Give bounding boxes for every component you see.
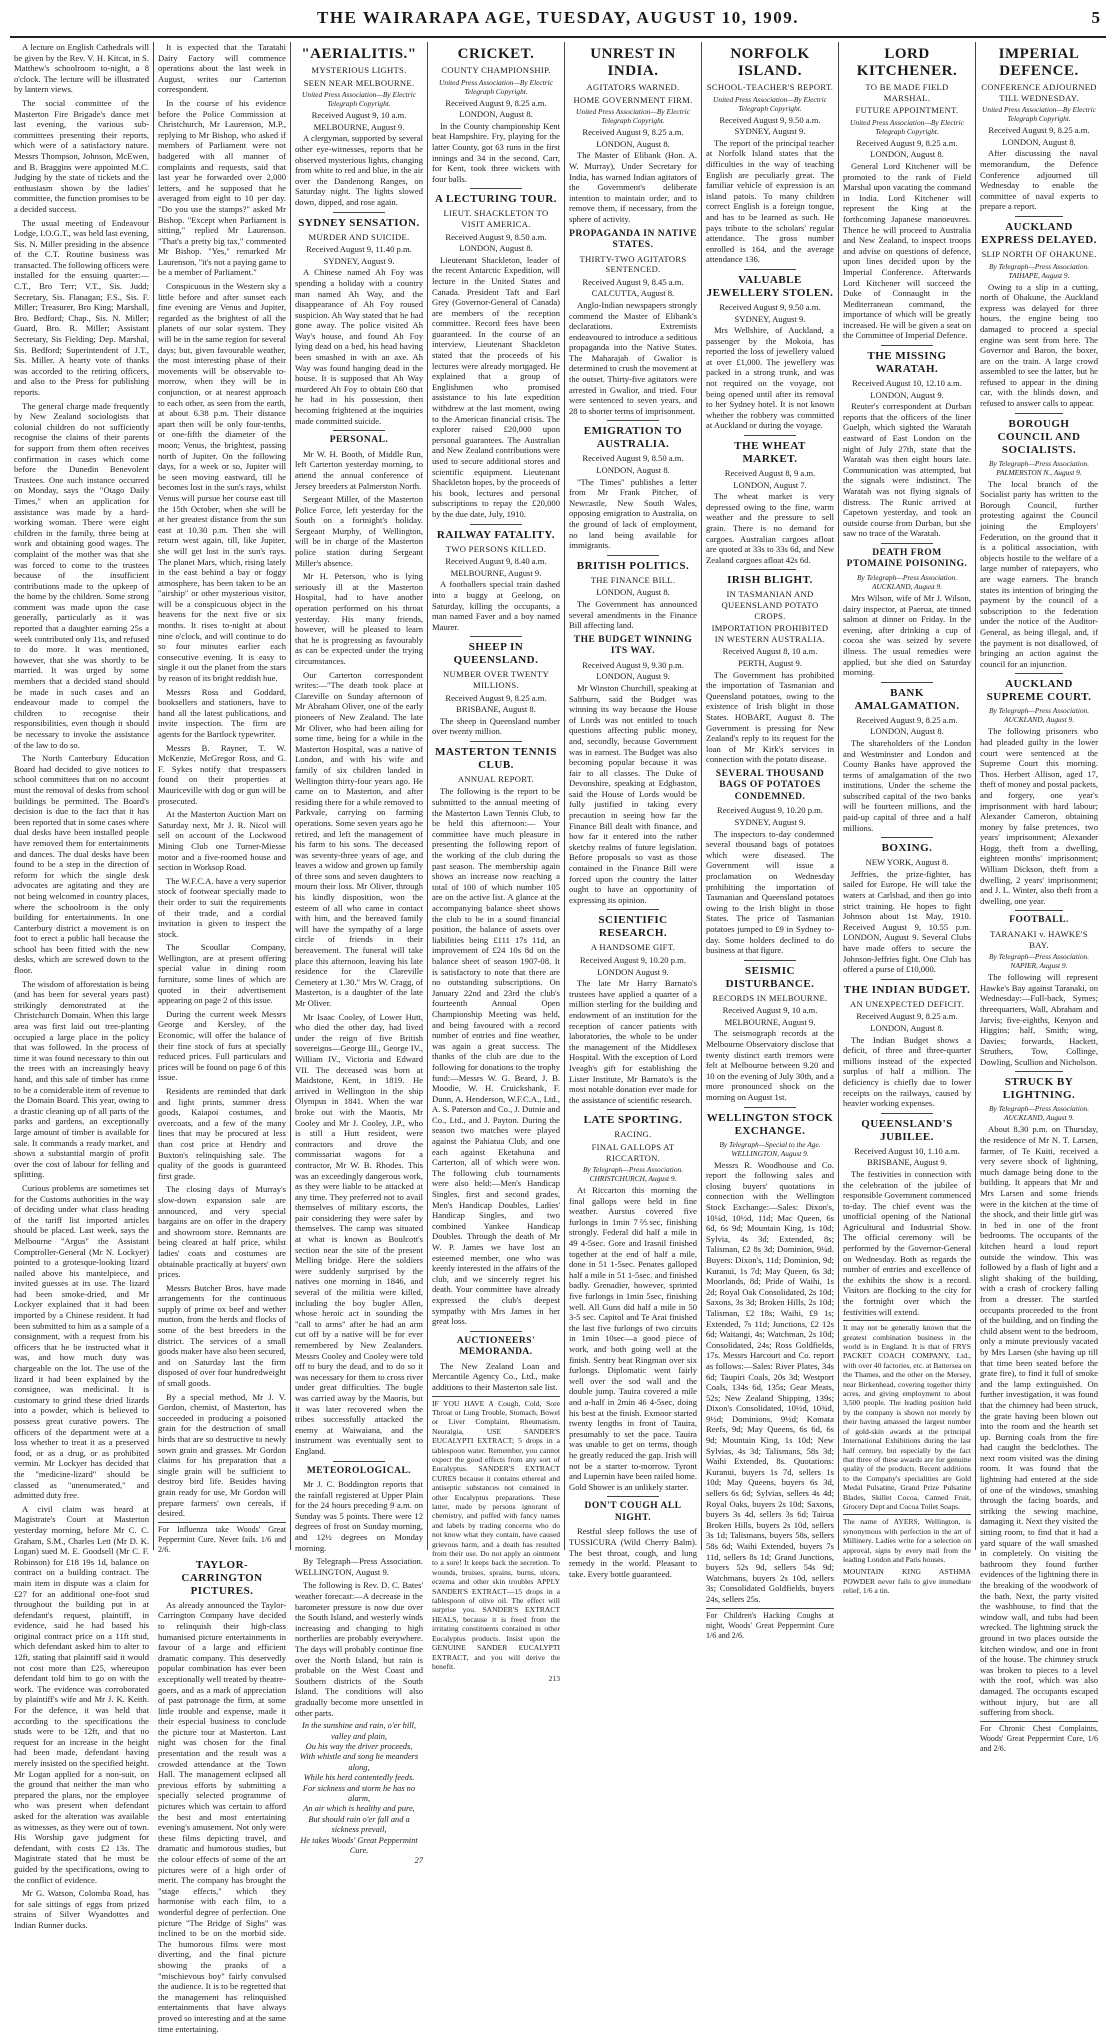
headline: THE BUDGET WINNING ITS WAY. xyxy=(573,634,693,657)
divider xyxy=(470,741,521,742)
paragraph: Messrs Ross and Goddard, booksellers and stationers, have to hand all the latest publications, and invite inspection. The firm are agents for the Bartlock typewriter. xyxy=(158,686,286,739)
subheadline: A HANDSOME GIFT. xyxy=(590,942,676,953)
advertisement: IF YOU HAVE A Cough, Cold, Sore Throat or Lung Trouble, Stomach, Bowel or Liver Complaint, Rheumatism, Neuralgia, USE SANDER'S EUCALYPTI EXTRACT; 5 drops in a tablespoon water. Remember, you cannot expect the good effects from any sort of Eucalyptus. SANDER'S EXTRACT CURES because it contains ethereal and antiseptic substances not contained in other Eucalyptus preparations. These latter, made by persons ignorant of chemistry, and puffed with fancy names and labels by trading concerns who do not know what they contain, have caused grievous harm, and a death has resulted from their use. Do not apply an ointment to a sore! It keeps back the secretion. To wounds, bruises, sprains, burns, ulcers, eczema and other skin troubles APPLY SANDER'S EXTRACT—15 drops in a tablespoon of olive oil. The effect will surprise you. SANDER'S EXTRACT HEALS, because it is freed from the irritating constituents contained in other Eucalyptus products. Insist upon the GENUINE SANDER EUCALYPTI EXTRACT, and you will derive the benefit. xyxy=(432,1396,560,1672)
paragraph: Conspicuous in the Western sky a little before and after sunset each fine evening are Venus and Jupiter, regarded as the brightest of all the planets of our solar system. They will be in the same region for several days; but, given favourable weather, the most interesting phase of their movements will be observable to-morrow, when they will be in conjunction, or at nearest approach to each other, as seen from the earth, at about 6.38 p.m. Their distance apart then will be only four-tenths, or one-fifth the diameter of the moon; Venus, the brightest, passing north of Jupiter. On the following days, for a week or so, Jupiter will be seen moving eastward, till he becomes lost in the sun's rays, whilst Venus will pursue her course east till the 15th October, when she will be at her greatest distance from the sun east at 10.30 p.m. Then she will return west again, till, like Jupiter, she will get lost in the sun's rays. The planet Mars, which, rising lately in the east behind a bay or foggy atmosphere, has been taken to be an "airship" or other mysterious visitor, will be a conspicuous object in the heavens for the next five or six months. It rises to-night at about nine o'clock, and will continue to do so four minutes earlier each consecutive evening. It is easy to single it out the planet from the stars by reason of its bright reddish hue. xyxy=(158,281,286,684)
subheadline: MURDER AND SUICIDE. xyxy=(308,231,410,242)
divider xyxy=(333,212,384,213)
dateline: NEW YORK, August 8. xyxy=(865,857,949,868)
received-line: Received August 9, 8.25 a.m. xyxy=(988,125,1090,136)
credit-line: United Press Association—By Electric Telegraph Copyright. xyxy=(439,77,553,96)
article-body: The Master of Elibank (Hon. A. W. Murray), Under Secretary for India, has warned Indian agitators of the Government's deliberate intention to maintain order, and to remove them, if necessary, from the sphere of activity. xyxy=(569,150,697,224)
article-body: The late Mr Harry Barnato's trustees have applied a quarter of a million sterling for the building and endowment of an institution for the reception of cancer patients with laboratories, the whole to be under the management of the Middlesex Hospital. With the exception of Lord Iveagh's gift for establishing the Lister Institute, Mr Barnato's is the most notable donation ever made for the assistance of scientific research. xyxy=(569,978,697,1105)
received-line: Received August 9, 8.45 a.m. xyxy=(582,276,684,287)
column-1 xyxy=(10,42,153,1930)
paragraph: By Telegraph—Press Association. WELLINGTON, August 9. xyxy=(295,1556,423,1577)
subheadline: SLIP NORTH OF OHAKUNE. xyxy=(981,248,1097,259)
received-line: Received August 9, 10 a.m. xyxy=(311,110,407,121)
divider xyxy=(1015,413,1062,414)
subheadline: COUNTY CHAMPIONSHIP. xyxy=(441,65,551,75)
headline: A LECTURING TOUR. xyxy=(434,193,558,206)
ad-number: 213 xyxy=(548,1674,560,1684)
article-body: About 8.30 p.m. on Thursday, the residence of Mr N. T. Larsen, farmer, of Te Kuiti, received a very severe shock of lightning, much damage being done to the building. It appears that Mr and Mrs Larsen and some friends were in the kitchen at the time of the shock, and their little girl was in bed in one of the front bedrooms. The occupants of the kitchen heard a loud report outside the window. This was followed by a flash of light and a slight shaking of the building, with a crash of crockery falling from a dresser. The startled occupants proceeded to the front of the building, and on finding the child absent went to the bedroom, only a minute previously vacated by Mrs Larsen (she having up till that time been seated before the grate fire), to find it full of smoke and the lamp extinguished. On further investigation, it was found that the chimney had been struck, the grate having been blown out into the room and the hearth set up. Burning coals from the fire had caught the bedclothes. The next room visited was the dining room. It was found that the lightning had entered at the side of one of the windows, smashing through the facing boards, and striking the sewing machine, damaging it. Next they visited the sitting room, to find that it had a yard square of the wall smashed in completely. On visiting the bathroom they found further evidences of the lightning there in the breaking of the woodwork of the bath. Next, the party visited the washhouse, to find that the window wall, and tubs had been wrecked. The lightning struck the ground in two places outside the kitchen window, and one in front of the house. The chimney struck was broken to pieces to a level with the roof, which was also damaged. The occupants escaped without injury, but are all suffering from shock. xyxy=(980,1124,1098,1718)
received-line: Received August 9, 8.25 a.m. xyxy=(445,97,547,108)
dateline: LONDON, August 8. xyxy=(870,149,944,160)
divider xyxy=(744,435,795,436)
received-line: Received August 9, 8.40 a.m. xyxy=(445,556,547,567)
divider xyxy=(1015,1071,1062,1072)
paragraph: Sergeant Miller, of the Masterton Police Force, left yesterday for the South on a fortnight's holiday. Sergeant Murphy, of Wellington, will be in charge of the Masterton police station during Sergeant Miller's absence. xyxy=(295,494,423,568)
headline: CRICKET. xyxy=(457,46,535,62)
dateline: MELBOURNE, August 9. xyxy=(724,1016,816,1027)
headline: METEOROLOGICAL. xyxy=(306,1465,412,1476)
headline: LORD KITCHENER. xyxy=(856,46,958,79)
headline: SYDNEY SENSATION. xyxy=(298,216,420,229)
subheadline: THE FINANCE BILL. xyxy=(590,574,676,585)
verse-line: For sickness and storm he has no alarm, xyxy=(302,1783,416,1803)
headline: SEVERAL THOUSAND BAGS OF POTATOES CONDEMNED. xyxy=(715,768,825,802)
subheadline: FUTURE APPOINTMENT. xyxy=(855,105,959,116)
paragraph: Mr H. Peterson, who is lying seriously ill at the Masterton Hospital, had to have another operation performed on his throat yesterday. His many friends, however, will be pleased to learn that he is progressing as favourably as can be expected under the trying circumstances. xyxy=(295,571,423,666)
headline: FOOTBALL. xyxy=(1009,915,1069,926)
credit-line: By Telegraph—Press Association. AUCKLAND, August 9. xyxy=(988,1104,1090,1123)
received-line: Received August 9, 9.30 p.m. xyxy=(582,659,684,670)
column-8 xyxy=(975,42,1102,1753)
dateline: LONDON, August 8. xyxy=(459,243,533,254)
advertisement: MOUNTAIN KING ASTHMA POWDER never fails to give immediate relief, 1/6 a tin. xyxy=(843,1567,971,1596)
paragraph: Curious problems are sometimes set for the Customs authorities in the way of deciding under what class heading of the tariff list imported articles should be placed. Last week, says the Melbourne "Argus" the Assistant Comptroller-General (Mr N. Lockyer) pointed to a grotesque-looking lizard nailed above his mantelpiece, and invited guesses at its use. The lizard had been smoke-dried, and Mr Lockyer explained that it had been imported by a Chinese resident. It had been submitted to him as a sample of a consignment, with a request from his officers that he be instructed what it was, and how much duty was chargeable on the lot. The use of the lizard it had been explained by the consignee, was medicinal. It is customary to grind these dried lizards into a powder, which is believed to possess great curative powers. The officers of the department were at a loss whether to treat it as a preserved food, or as a drug, or as prohibited vermin. Mr Lockyer has decided that the "medicine-lizard" should be classed as "unenumerated," and admitted duty free. xyxy=(14,1182,149,1501)
divider xyxy=(744,269,795,270)
headline: DEATH FROM PTOMAINE POISONING. xyxy=(846,547,968,570)
paragraph: The North Canterbury Education Board had decided to give notices to school committees that on no account must the removal of desks from school buildings be permitted. The Board's decision is due to the fact that it has been reported that in some cases where dual desks have been installed people have removed them for entertainments and dances. The dual desks have been found to be a step in the direction of reform for which the single desk advocates are agitating and they are not being welcomed in country places, where the schoolroom is the only building for entertainments. In one Canterbury district a movement is on foot to erect a public hall because the school has been fitted with the new desks, which are screwed down to the floor. xyxy=(14,753,149,976)
verse-line: In the sunshine and rain, o'er hill, valley and plain, xyxy=(302,1721,416,1741)
column-6 xyxy=(701,42,838,1640)
credit-line: United Press Association—By Electric Telegraph Copyright. xyxy=(302,90,416,109)
headline: IRISH BLIGHT. xyxy=(727,574,813,587)
advertisement: For Influenza take Woods' Great Peppermint Cure. Never fails. 1/6 and 2/6. xyxy=(158,1522,286,1555)
paragraph: Messrs Butcher Bros. have made arrangements for the continuous supply of prime ox beef and wether mutton, from the herds and flocks of some of the best breeders in the district. The services of a small goods maker have also been secured, and on Saturday last the firm disposed of over four hundredweight of small goods. xyxy=(158,1282,286,1389)
article-body: A Chinese named Ah Foy was spending a holiday with a country man named Ah Way, and the disappearance of Ah Foy roused suspicion. Ah Way stated that he had gone away. The police visited Ah Way's house, and found Ah Foy lying dead on a bed, his head having been smashed in with an axe. Ah Way was found hanging dead in the house. It is supposed that Ah Way murdered Ah Foy to obtain £60 that he had in his possession, then becoming frightened at the inquiries made committed suicide. xyxy=(295,267,423,426)
dateline: LONDON, August 9. xyxy=(870,389,944,400)
headline: MASTERTON TENNIS CLUB. xyxy=(435,745,557,771)
subheadline: IN TASMANIAN AND QUEENSLAND POTATO CROPS. xyxy=(721,589,819,621)
headline: BOROUGH COUNCIL AND SOCIALISTS. xyxy=(997,417,1081,456)
article-body: The inspectors to-day condemned several thousand bags of potatoes which were diseased. The Government will issue a proclamation on Wednesday prohibiting the importation of Tasmanian and Queensland potatoes owing to the Irish blight in those States. The price of Tasmanian potatoes jumped to £9 in Sydney to-day. Some holders declined to do business at that figure. xyxy=(706,828,834,956)
dateline: BRISBANE, August 8. xyxy=(456,704,536,715)
headline: QUEENSLAND'S JUBILEE. xyxy=(861,1117,953,1143)
subheadline: RACING. xyxy=(614,1129,652,1140)
article-body: The Indian Budget shows a deficit, of three and three-quarter millions instead of the expected surplus of half a million. The deficiency is chiefly due to lower receipts on the railways, caused by heavier working expenses. xyxy=(843,1034,971,1109)
subheadline: SCHOOL-TEACHER'S REPORT. xyxy=(706,82,834,92)
paragraph: Residents are reminded that dark and light prints, summer dress goods, Kaiapoi costumes, and overcoats, and a few of the many lines that may be procured at less than cost price at Hendry and Buxton's relinquishing sale. The quality of the goods is guaranteed first grade. xyxy=(158,1086,286,1181)
paragraph: During the current week Messrs George and Kersley, of the Economic, will offer the balance of their fine stock of furs at specially reduced prices. Full particulars and prices will be found on page 6 of this issue. xyxy=(158,1008,286,1083)
headline: BANK AMALGAMATION. xyxy=(854,686,960,712)
headline: TAYLOR-CARRINGTON PICTURES. xyxy=(181,1558,263,1597)
verse-line: An air which is healthy and pure, xyxy=(303,1804,415,1814)
received-line: Received August 8, 9 a.m. xyxy=(724,468,816,479)
dateline: LONDON, August 9. xyxy=(596,671,670,682)
article-body: The local branch of the Socialist party has written to the Borough Council, further protesting against the Council joining the Employers' Federation, on the ground that it is a political association, with objects hostile to the welfare of a large number of ratepayers, who are wage earners. The branch states its intention of bringing the payment by the council of a subscription to the federation under the notice of the Auditor-General, as being illegal, and, if the payment is not disallowed, of bringing an action against the council for an injunction. xyxy=(980,478,1098,669)
received-line: Received August 9, 8.25 a.m. xyxy=(582,127,684,138)
subheadline: CONFERENCE ADJOURNED TILL WEDNESDAY. xyxy=(981,82,1097,103)
received-line: Received August 9, 8.50 a.m. xyxy=(582,453,684,464)
paragraph: As already announced the Taylor-Carrington Company have decided to relinquish their high-class humanised picture entertainments in favour of a large and efficient dramatic company. This deservedly popular combination has ever been exceptionally well treated by theatre-goers, and as a mark of appreciation of past patronage the firm, at some little trouble and expense, made it their especial business to conclude the picture tour at Masterton. Last night was chosen for the final presentation and the result was a crowded attendance at the Town Hall. The management eclipsed all previous efforts by submitting a specially selected programme of pictures which was certain to afford the best and most entertaining evening's amusement. Not only were these films depicting travel, and dramatic and humorous studies, but the colour effects of some of the art pictures were of a high order of merit. The company has brought the "stage effects," which they harmonise with each film, to a wonderful degree of perfection. One picture "The Bridge of Sighs" was inclined to be on the morbid side. The humorous films were most diverting, and the final picture showing the pranks of a "mischievous boy" fairly convulsed the audience. It is to be regretted that the management has relinquished entertainments that have always proved so interesting and at the same time entertaining. xyxy=(158,1599,286,2034)
dateline: SYDNEY, August 9. xyxy=(734,816,806,827)
verse-line: He takes Woods' Great Peppermint Cure. xyxy=(300,1835,418,1855)
credit-line: United Press Association—By Electric Telegraph Copyright. xyxy=(713,94,827,113)
paragraph: The closing days of Murray's slow-down expansion sale are announced, and very special bargains are on offer in the drapery and showroom store. Remnants are being cleared at half price, whilst ladies' coats and costumes are obtainable practically at buyers' own prices. xyxy=(158,1184,286,1280)
paragraph: Mr J. C. Boddington reports that the rainfall registered at Upper Plain for the 24 hours preceding 9 a.m. on Sunday was 5 points. There were 12 degrees of frost on Sunday morning, and 12½ degrees on Monday morning. xyxy=(295,1479,423,1553)
credit-line: United Press Association—By Electric Telegraph Copyright. xyxy=(576,107,690,126)
headline: NORFOLK ISLAND. xyxy=(730,46,810,79)
verse-number: 27 xyxy=(414,1856,423,1866)
subheadline: FINAL GALLOPS AT RICCARTON. xyxy=(591,1141,675,1163)
received-line: Received August 9, 9.50 a.m. xyxy=(719,114,821,125)
article-body: The Government has prohibited the importation of Tasmanian and Queensland potatoes, owing to the existence of Irish blight in those States. HOBART, August 8. The Government is pressing for New Zealand's reply to its request for the loan of Mr Kirk's services in connection with the potato disease. xyxy=(706,669,834,765)
article-body: The shareholders of the London and Westminster and London and County Banks have approved the terms of amalgamation of the two institutions. Under the scheme the subscribed capital of the two banks will be fourteen millions, and the paid-up capital of three and a half millions. xyxy=(843,737,971,833)
article-body: In the County championship Kent beat Hampshire. Fry, playing for the latter County, got 63 runs in the first innings and 34 in the second. Carr, for Kent, took three wickets with four balls. xyxy=(432,120,560,184)
paragraph: Our Carterton correspondent writes:—"The death took place at Clareville on Sunday afternoon of Mr Abraham Oliver, one of the early pioneers of New Zealand. The late Mr Oliver, who had been ailing for some time, being for a while in the Masterton Hospital, was a native of London, and with his wife and family of six children landed in Wellington thirty-four years ago. He came on to Masterton, and after residing there for a while removed to Parkvale, carrying on farming operations. Some seven years ago he retired, and left the management of his farm to his sons. The deceased was seventy-three years of age, and leaves a widow and grown up family of three sons and seven daughters to mourn their loss. Mr Oliver, through his kindly disposition, won the esteem of all who came in contact with him, and the bereaved family will have the sympathy of a large circle of friends in their bereavement. The funeral will take place this afternoon, leaving his late residence for the Clareville Cemetery at 1.30." Mrs W. Cragg, of Masterton, is a daughter of the late Mr Oliver. xyxy=(295,669,423,1008)
divider xyxy=(881,682,932,683)
paragraph: Mr G. Watson, Colomba Road, has for sale sittings of eggs from prized strains of Silver Wyandottes and Indian Runner ducks. xyxy=(14,1888,149,1930)
article-body: General Lord Kitchener will be promoted to the rank of Field Marshal upon vacating the command in India. Lord Kitchener will represent the King at the forthcoming Japanese manoeuvres. Thence he will proceed to Australia and New Zealand, to inspect troops and advise on questions of defence, upon lines decided upon by the Imperial Conference. Afterwards Lord Kitchener will succeed the Duke of Connaught in the Mediterranean command, the importance of which will be greatly increased. He will be given a seat on the Committee of Imperial Defence. xyxy=(843,160,971,341)
article-body: The festivities in connection with the celebration of the jubilee of responsible Government commenced to-day. The chief event was the unofficial opening of the National Agricultural and Industrial Show. The official ceremony will be performed by the Governor-General on Wednesday. Both as regards the number of entries and excellence of the exhibits the show is a record. Visitors are flocking to the city for the fortnight over which the festivities will extend. xyxy=(843,1168,971,1317)
headline: STRUCK BY LIGHTNING. xyxy=(1002,1076,1076,1102)
headline: PROPAGANDA IN NATIVE STATES. xyxy=(569,228,697,251)
divider xyxy=(1015,910,1062,911)
article-body: Messrs R. Woodhouse and Co. report the following sales and closing buyers' quotations in connection with the Wellington Stock Exchange:—Sales: Dixon's, 10¼d, 10½d, 11d; Mac Queen, 6s 6d, 6s 9d; Mountain King, 1s 10d; Sylvia, 4s 3d; Extended, 8s; Talisman, £2 8s 3d; Dominion, 9¼d. Buyers: Dixon's, 11d; Dominion, 9d; Kuranui, 1s 7d; May Queen, 6s 3d; Moorlands, 8d; Pride of Waihi, 1s 2d; Royal Oak Consolidated, 2s 10d; Saxons, 3s 3d; Broken Hills, 2s 10d; Talisman, £2 18s; Waihi, £9 1s; Extended, 7s 11d; Junctions, £2 12s 6d; Waitangi, 4s; Watchman, 2s 10d; Consolidated, 24s; Ross Goldfields, 17s. Messrs Harcourt and Co. report as follows:—Sales: River Plates, 34s 6d; Taupiri Coals, 20s 3d; Westport Coals, 134s 6d, 135s; Gear Meats, 52s; New Zealand Shipping, 139s; Dixon's Consolidated, 10½d, 10¾d, 9½d; Dominions, 9½d; Komata Reefs, 9d; May Queens, 6s 6d, 6s 9d; Mountain King, 1s 10d; New Sylvias, 4s 3d; Talismans, 58s 3d; Waihi Extended, 8s. Quotations: Kuranui, buyers 1s 7d, sellers 1s 10d; May Queens, buyers 6s 3d, sellers 6s 6d; Sylvias, sellers 4s 4d; Royal Oaks, buyers 2s 10d; Saxons, buyers 3s 4d, sellers 3s 6d; Tairua Broken Hills, buyers 2s 10d, sellers 3s 1d; Talismans, buyers 58s, sellers 58s 6d; Waihi Extended, buyers 7s 11d, sellers 8s 1d; Grand Junctions, buyers 52s 9d, sellers 54s 9d; Watchmans, buyers 2s 10d, sellers 3s; Consolidated Goldfields, buyers 24s, sellers 25s. xyxy=(706,1159,834,1604)
article-body: The report of the principal teacher at Norfolk Island states that the difficulties in the way of teaching English are peculiarly great. The familiar vehicle of expression is an island patois. To many children correct English is a foreign tongue, and has to be learned as such. He pays tribute to the scholars' regular attendance. The gross number enrolled is 164, and the average attendance 136. xyxy=(706,137,834,265)
divider xyxy=(881,837,932,838)
paragraph: The Scoullar Company, Wellington, are at present offering special value in dining room furniture, some lines of which are quoted in their advertisement appearing on page 2 of this issue. xyxy=(158,942,286,1006)
received-line: Received August 10, 12.10 a.m. xyxy=(852,378,962,389)
article-body: The Government has announced several amendments in the Finance Bill affecting land. xyxy=(569,598,697,631)
credit-line: United Press Association—By Electric Telegraph Copyright. xyxy=(850,117,964,136)
subheadline: ANNUAL REPORT. xyxy=(457,773,535,784)
divider xyxy=(1015,673,1062,674)
dateline: LONDON August 9. xyxy=(597,966,669,977)
headline: SHEEP IN QUEENSLAND. xyxy=(453,641,539,667)
divider xyxy=(744,1107,795,1108)
paragraph: Messrs B. Rayner, T. W. McKenzie, McGregor Ross, and G. F. Sykes notify that trespassers found on their properties at Mauriceville with dog or gun will be prosecuted. xyxy=(158,742,286,806)
advertisement: It may not be generally known that the greatest combination business in the world is in England. It is that of FRYS PACKET COACH COMPANY, Ltd., with over 40 factories, etc. at Battersea on the Thames, and the other on the Mersey, near Birkenhead, covering together thirty acres, and giving employment to about 3,500 people. The leading position held by the company is shown not merely by their having amassed the largest number of gold-skin awards at the principal International Exhibitions during the last half century, but especially by the fact that three of these awards are for genuine quality of the products. Recent additions to the Company's specialities are Gold Medal Pulsatine, Grand Prize Pulsatine Blades, Skillet Cocoa, Canned Fruit, Grocery Dept and Cocoa Toilet Soaps. xyxy=(843,1320,971,1511)
paragraph: The general charge made frequently by New Zealand sociologists that colonial children do not sufficiently recognise the claims of their parents for support from them often receives confirmation in cases which come before the Dunedin Benevolent Trustees. One such instance occurred on Monday, says the "Otago Daily Times," when an application for assistance was made by a hard-working woman. There were eight children in the family, three being at work and obtaining good wages. The complaint of the mother was that she was forced to come to the trustees because of the insufficient contributions made to the upkeep of the home by the children. Some strong comment was made upon the case generally, particularly as it was reported that a daughter earning 25s a week contributed only 11s, and refused to do more. It was mentioned, however, that she was shortly to be married. It was urged by some members that a decided stand should be made in such cases and an endeavour made to compel the children to recognise their responsibilities, even though it should be necessary to invoke the assistance of the law to do so. xyxy=(14,400,149,750)
dateline: LONDON, August 8. xyxy=(1002,136,1076,147)
dateline: LONDON, August 8. xyxy=(596,138,670,149)
article-body: At Riccarton this morning the final gallops were held in fine weather. Aurstus covered five furlongs in 1min 7⅖sec, finishing strongly. Federal did half a mile in 49 4-5sec. Gore and Irasnil finished together at the end of half a mile, done in 51 1-5sec. Penates galloped half a mile in 51 1-5sec. and finished badly. Grenadier, however, sprinted five furlongs in 1min 5sec, finishing well. All Guns did half a mile in 50 3-5 sec. Capitol and Te Arai finished the last five furlongs of two circuits in 1min 10sec—a good piece of work, and both going well at the finish. Sentry beat Ringman over six furlongs. Diplomatic went fairly well over the sod wall and the double jump. Tauira covered a mile and a-half in 2min 46 4-5sec, doing his best at the finish. Exmoor started twenty lengths in front of Tauira, presumably to set the pace. Tauira was unable to get on terms, though he greatly reduced the gap. Irish will not be a starter to-morrow. Tyront and Lupernin have been railed home. Gold Shower is an unlikely starter. xyxy=(569,1185,697,1492)
article-body: The sheep in Queensland number over twenty million. xyxy=(432,715,560,737)
column-2 xyxy=(153,42,290,2034)
paragraph: The social committee of the Masterton Fire Brigade's dance met last evening, the various sub-committees presenting their reports, which were of a satisfactory nature. Messrs Thompson, Johnson, McEwen, and B. Braggins were appointed M.C. Judging by the state of tickets and the enthusiasm shown by the ladies' committee, the function promises to be a decided success. xyxy=(14,97,149,214)
subheadline: RECORDS IN MELBOURNE. xyxy=(712,992,828,1003)
article-body: A clergyman, supported by several other eye-witnesses, reports that he observed mysterious lights, changing from white to red and blue, in the air over the Dandenong Ranges, on Saturday night. The lights slowed down, dipped, and rose again. xyxy=(295,133,423,207)
article-body: The seismograph records at the Melbourne Observatory disclose that twenty distinct earth tremors were felt at Melbourne between 9.20 and 10 on the evening of July 30th, and a more pronounced shock on the morning on August 1st. xyxy=(706,1028,834,1103)
paragraph: At the Masterton Auction Mart on Saturday next, Mr J. R. Nicol will sell on account of the Lockwood Mining Club one Turner-Miesse motor and a five-roomed house and section in Worksop Road. xyxy=(158,809,286,873)
headline: PERSONAL. xyxy=(329,435,389,446)
received-line: Received August 9, 8.25 a.m. xyxy=(445,692,547,703)
column-3 xyxy=(290,42,427,1866)
dateline: MELBOURNE, August 9. xyxy=(313,121,405,132)
verse-line: But should rain o'er fall and a sickness prevail, xyxy=(308,1814,410,1835)
subheadline: LIEUT. SHACKLETON TO VISIT AMERICA. xyxy=(443,208,549,229)
article-body: The following will represent Hawke's Bay against Taranaki, on Wednesday:—Full-back, Symes; threequarters, Wall, Abraham and Jarvis; five-eighths, Kenyon and Higgins; half, Smith; wing, Davies; forwards, Hackett, Struthers, Tow, Collinge, Dowling, Scullion and Nicholson. xyxy=(980,972,1098,1067)
received-line: Received August 9, 11.40 p.m. xyxy=(306,244,412,255)
received-line: Received August 9, 10.20 p.m. xyxy=(717,805,823,816)
subheadline: NUMBER OVER TWENTY MILLIONS. xyxy=(443,669,549,690)
article-body: Mrs Wellshire, of Auckland, a passenger by the Mokoia, has reported the loss of jewellery valued at over £1,000. The jewellery was packed in a strong trunk, and was not required on the voyage, not being opened until after its removal to her Sydney hotel. It is not known whether the robbery was committed at Auckland or during the voyage. xyxy=(706,325,834,431)
dateline: SYDNEY, August 9. xyxy=(323,255,395,266)
column-5 xyxy=(564,42,701,1579)
subheadline: SEEN NEAR MELBOURNE. xyxy=(303,77,415,88)
paragraph: Mr Isaac Cooley, of Lower Hutt, who died the other day, had lived under the reign of five British sovereigns—George III., George IV., William IV., Victoria and Edward VII. The deceased was born at Maidstone, Kent, in 1819. He arrived in Wellington in the ship Olympus in 1841. When the war broke out with the Maoris, Mr Cooley and Mr J. Cooley, J.P., who is still a Hutt resident, were contractors and drove the commissariat wagons for a contractor, Mr W. B. Rhodes. This was an exceedingly dangerous work, as they were liable to be attacked at any time. They preferred not to avail themselves of military escorts, the pair considering they were safer by themselves. The camp was situated at what is known as Boulcott's section near the site of the present Melling bridge. Here the soldiers were suddenly surprised by the natives one morning in 1846, and several of the militia were killed, including the boy bugler Allen, whose heroic act in sounding the "call to arms" after he had an arm cut off by a native will be for ever remembered by New Zealanders. Messrs Cooley and Cooley were told off to bury the dead, and to do so it was necessary for them to cross river under great difficulties. The bugle was carried away by the Maoris, but it was later recovered when the tribes successfully attacked the enemy at Waiwaiana, and the instrument was eventually sent to England. xyxy=(295,1011,423,1456)
headline: THE WHEAT MARKET. xyxy=(734,440,806,466)
dateline: LONDON, August 8. xyxy=(870,1022,944,1033)
headline: IMPERIAL DEFENCE. xyxy=(998,46,1080,79)
dateline: BRISBANE, August 9. xyxy=(867,1157,947,1168)
headline: VALUABLE JEWELLERY STOLEN. xyxy=(706,273,834,299)
dateline: SYDNEY, August 9. xyxy=(734,126,806,137)
article-body: The following prisoners who had pleaded guilty in the lower court were sentenced at the Supreme Court this morning. Thos. Herbert Allison, aged 17, theft of money and postal packets, and forgery, one year's imprisonment with hard labour; Alexander Cameron, obtaining money by false pretences, two years' imprisonment; Alexander Hogg, theft from a dwelling, eighteen months' imprisonment; William Dickson, theft from a dwelling, 2 years' imprisonment; and J. L. Winter, also theft from a dwelling, one year. xyxy=(980,726,1098,906)
article-body: The wheat market is very depressed owing to the fine, warm weather and the pressure to sell grain. There is no demand for cargoes. Australian cargoes afloat are quoted at 33s to 33s 6d, and New Zealand cargoes afloat 42s 6d. xyxy=(706,491,834,565)
advertisement: For Children's Hacking Coughs at night, Woods' Great Peppermint Cure 1/6 and 2/6. xyxy=(706,1608,834,1641)
verse-line: With whistle and song he meanders along, xyxy=(299,1752,419,1772)
received-line: Received August 9, 8.50 a.m. xyxy=(445,231,547,242)
paragraph: In the course of his evidence before the Police Commission at Christchurch, Mr Laurenson, M.P., replying to Mr Bishop, who asked if members of Parliament were not badgered with all manner of complaints and requests, said that last year he forwarded over 2,000 letters, and he supposed that he averaged from eight to 10 per day. "Do you use the stamps?" asked Mr Bishop. "Except when Parliament is sitting," replied Mr Laurenson. "That's a pretty big tax," commented Mr Bishop. "Yes," remarked Mr Laurenson, "it's not a paying game to be a member of Parliament." xyxy=(158,97,286,278)
masthead-title: THE WAIRARAPA AGE, TUESDAY, AUGUST 10, 1909. xyxy=(317,8,799,27)
article-body: Anglo-Indian newspapers strongly commend the Master of Elibank's declarations. Extremists endeavoured to introduce a seditious propaganda into the Native States. The Maharajah of Gwalior is determined to crush the movement at the outset. Thirty-five agitators were arrested in Gwalior, and tried. Four were sentenced to seven years, and 28 to shorter terms of imprisonment. xyxy=(569,299,697,416)
masthead xyxy=(10,6,1106,38)
credit-line: By Telegraph—Press Association. AUCKLAND, August 9. xyxy=(856,572,958,591)
subheadline: TARANAKI v. HAWKE'S BAY. xyxy=(990,928,1088,950)
dateline: LONDON, August 8. xyxy=(870,726,944,737)
headline: AUCTIONEERS' MEMORANDA. xyxy=(456,1335,536,1358)
headline: SCIENTIFIC RESEARCH. xyxy=(598,914,668,940)
columns xyxy=(10,42,1106,2034)
divider xyxy=(607,420,658,421)
received-line: Received August 10, 1.10 a.m. xyxy=(854,1145,960,1156)
headline: THE MISSING WARATAH. xyxy=(867,350,947,376)
headline: SEISMIC DISTURBANCE. xyxy=(725,964,815,990)
article-body: Lieutenant Shackleton, leader of the recent Antarctic Expedition, will lecture in the United States and Canada. President Taft and Earl Grey (Governor-General of Canada) are members of the reception committee. Record fees have been guaranteed. In the course of an interview, Lieutenant Shackleton stated that the proceeds of his lectures were already mortgaged. He explained that a group of Englishmen who promised assistance to his late expedition withdrew at the last moment, owing to the American financial crisis. The explorer raised £20,000 upon personal guarantees. The Australian and New Zealand contributions were used to secure additional stores and scientific equipment. Lieutenant Shackleton hopes, by the proceeds of his book, lectures and personal subscriptions to repay the £20,000 by the due date, July, 1910. xyxy=(432,254,560,519)
dateline: PERTH, August 9. xyxy=(738,657,802,668)
headline: WELLINGTON STOCK EXCHANGE. xyxy=(706,1111,834,1137)
headline: AUCKLAND SUPREME COURT. xyxy=(986,678,1092,704)
credit-line: By Telegraph—Press Association. TAIHAPE, August 9. xyxy=(988,261,1090,280)
page-number: 5 xyxy=(1091,8,1100,27)
headline: UNREST IN INDIA. xyxy=(590,46,676,79)
article-body: The New Zealand Loan and Mercantile Agency Co., Ltd., make additions to their Masterton sale list. xyxy=(432,1360,560,1392)
divider xyxy=(1015,216,1062,217)
article-body: "The Times" publishes a letter from Mr Frank Pitcher, of Newcastle, New South Wales, opposing emigration to Australia, on the ground of lack of employment, no land being available for immigrants. xyxy=(569,476,697,551)
dateline: LONDON, August 8. xyxy=(459,109,533,120)
headline: DON'T COUGH ALL NIGHT. xyxy=(584,1501,682,1523)
article-body: A footballers special train dashed into a buggy at Geelong, on Saturday, killing the occupants, a man named Faver and a boy named Maurer. xyxy=(432,579,560,632)
headline: RAILWAY FATALITY. xyxy=(436,528,556,541)
credit-line: By Telegraph—Press Association. PALMERSTON N., August 9. xyxy=(988,458,1090,477)
paragraph: Mr W. H. Booth, of Middle Run, left Carterton yesterday morning, to attend the annual conference of Jersey breeders at Palmerston North. xyxy=(295,448,423,491)
dateline: LONDON, August 7. xyxy=(733,479,807,490)
subheadline: HOME GOVERNMENT FIRM. xyxy=(573,94,693,105)
divider xyxy=(470,636,521,637)
subheadline: TWO PERSONS KILLED. xyxy=(445,543,547,554)
received-line: Received August 9, 8.25 a.m. xyxy=(856,137,958,148)
verse xyxy=(295,1721,423,1867)
divider xyxy=(881,345,932,346)
article-body: Mrs Wilson, wife of Mr J. Wilson, dairy inspector, at Paerua, ate tinned salmon at dinner on Friday. In the evening, after drinking a cup of cocoa she was seized by severe illness. The usual remedies were applied, but she died on Saturday morning. xyxy=(843,592,971,678)
divider xyxy=(607,1496,658,1497)
column-7 xyxy=(838,42,975,1596)
received-line: Received August 8, 10 a.m. xyxy=(722,646,818,657)
credit-line: United Press Association—By Electric Telegraph Copyright. xyxy=(982,105,1096,124)
headline: BRITISH POLITICS. xyxy=(576,559,690,572)
divider xyxy=(333,430,384,431)
paragraph: The usual meeting of Endeavour Lodge, I.O.G.T., was held last evening, Sis. N. Miller presiding in the absence of the C.T. Routine business was transacted. The following officers were installed for the ensuing quarter:—C.T., Bro Terr; V.T., Sis. Judd; Secretary, Sis. Flanagan; F.S., Sis. F. Miller; Treasurer, Bro King; Marshall, Bro. Bedford; Chap., Sis. N. Miller; Guard, Bro. R. Miller; Assistant Secretary, Sis Fielding; Dep. Marshal, Sis. Bedford; Superintendent of J.T., Sis. Miller. A hearty vote of thanks was accorded to the retiring officers, and also to the Press for publishing reports. xyxy=(14,217,149,397)
headline: BOXING. xyxy=(881,842,933,855)
paragraph: A civil claim was heard at Magistrate's Court at Masterton yesterday morning, before Mr C. C. Graham, S.M., Charles Lett (Mr D. K. Logan) sued M. E. Goodsell (Mr C. F. Robinson) for £18 19s 1d, balance on contract on a building contract. The main item in dispute was a claim for £27 for an additional one-foot stud throughout the building put in at defendant's request, plaintiff, in evidence, said he had based his original contract price on a 11ft stud, which defendant asked him to alter to 12ft, stating that plaintiff said it would not cost more than £25, whereupon defendant told him to go on with the work. The evidence was corroborated by plaintiff's wife and Mr J. K. Keith. For the defence, it was held that according to the specifications the studs were to be 12ft, and that no request for an increase in the height had been made, defendant having merely insisted on the specified height. Mr Logan applied for a non-suit, on the ground that neither the man who prepared the plans, nor the employee who was present when defendant asked for the alteration was available as witnesses, as they were out of town. His Worship gave judgment for defendant, with costs £2 13s. The Magistrate stated that he must be guided by the specifications, owing to the conflict of evidence. xyxy=(14,1503,149,1885)
article-body: Owing to a slip in a cutting, north of Ohakune, the Auckland express was delayed for three hours, the engine being too damaged to proceed a special engine was sent from here. The Governor and Baron, the boxer, are on the train. A large crowd assembled to see the latter, but he refused to appear in the dining car, with the blinds down, and refused to answer calls to appear. xyxy=(980,281,1098,409)
received-line: Received August 9, 10.20 p.m. xyxy=(580,955,686,965)
received-line: Received August 9, 8.25 a.m. xyxy=(856,1011,958,1022)
article-body: Restful sleep follows the use of TUSSICURA (Wild Cherry Balm). The best throat, cough, and lung remedy in the world. Pleasant to take. Every bottle guaranteed. xyxy=(569,1526,697,1579)
headline: "AERIALITIS." xyxy=(301,46,417,62)
received-line: Received August 9, 10 a.m. xyxy=(722,1005,818,1016)
divider xyxy=(470,524,521,525)
divider xyxy=(607,1109,658,1110)
subheadline: IMPORTATION PROHIBITED IN WESTERN AUSTRALIA. xyxy=(711,623,829,644)
article-body: After discussing the naval memorandum, the Defence Conference adjourned till Wednesday to enable the committee of naval experts to prepare a report. xyxy=(980,148,1098,212)
verse-line: Ou his way the driver proceeds, xyxy=(305,1741,413,1751)
paragraph: By a special method, Mr J. V. Gordon, chemist, of Masterton, has succeeded in producing a poisoned grain for the destruction of small birds that are so destructive to newly sown grain and grasses. Mr Gordon claims for his preparation that a single grain will be sufficient to destroy bird life. Besides having grain ready for use, Mr Gordon will prepare farmers' own cereals, if desired. xyxy=(158,1391,286,1519)
received-line: Received August 9, 9.50 a.m. xyxy=(719,301,821,312)
headline: EMIGRATION TO AUSTRALIA. xyxy=(583,425,683,451)
subheadline: AGITATORS WARNED. xyxy=(586,82,680,92)
article-body: Reuter's correspondent at Durban reports that the officers of the liner Guelph, which sighted the Waratah eastward of East London on the night of July 27th, state that the Waratah was then eight hours late. Communication was attempted, but the signals were indistinct. The Waratah was not flying signals of distress. The Runic arrived at Capetown yesterday, and took an outside course from Durban, but she saw no trace of the Waratah. xyxy=(843,401,971,539)
article-body: Mr Winston Churchill, speaking at Saltburn, said the Budget was winning its way because the House of Lords was not entitled to touch questions affecting public money, and, secondly, because Government was in earnest. The Budget was also becoming popular because it was fair to all classes. The Duke of Devonshire, speaking at Edgbaston, said the House of Lords would be fully justified in taking every precaution in seeing how far the Finance Bill dealt with finance, and how far it entered into the rather sketchy realms of future legislation. Before proposals so vast as those contained in the Finance Bill were forced upon the country the latter ought to have an opportunity of expressing its opinion. xyxy=(569,682,697,905)
divider xyxy=(744,960,795,961)
column-4 xyxy=(427,42,564,1684)
paragraph: The W.F.C.A. have a very superior stock of footwear specially made to their order to suit the requirements of their trade, and a cordial invitation is given to inspect the stock. xyxy=(158,875,286,939)
divider xyxy=(607,909,658,910)
received-line: Received August 9, 8.25 a.m. xyxy=(856,714,958,725)
paragraph: The following is Rev. D. C. Bates' weather forecast:—A decrease in the barometer pressure is now due over the South Island, and westerly winds increasing and changing to high northerlies are probably everywhere. The days will probably continue fine over the North Island, but rain is probable on the West Coast and Southern districts of the South Island. The conditions will also gradually become more unsettled in other parts. xyxy=(295,1580,423,1718)
headline: THE INDIAN BUDGET. xyxy=(843,983,971,996)
article-body: The following is the report to be submitted to the annual meeting of the Masterton Lawn Tennis Club, to be held this afternoon:— Your committee have much pleasure in presenting the following report of the working of the club during the past season. The membership again shows an increase now reaching a total of 100 of which number 105 are on the active list. A glance at the accompanying balance sheet shows the club to be in a sound financial position, the balance of assets over liabilities being £111 17s 11d, an improvement of £24 10s 8d on the balance sheet of season 1907-08. It is satisfactory to note that there are no outstanding subscriptions. On January 22nd and 23rd the club's fourteenth Annual Open Championship Meeting was held, and being favoured with a record number of entries and fine weather, was again a great success. The thanks of the club are due to the following for donations to the trophy fund:—Messrs W. G. Beard, J. B. Moodie, W. H. Cruickshank, F. Dunn, A. Henderson, W.F.C.A., Ltd., A. S. Paterson and Co., J. Dutnie and Co., Ltd., and J. Payton. During the season two matches were played against the Pahiatua Club, and one each against Eketahuna and Carterton, all of which were won. The following club tournaments were also held:—Men's Handicap Singles, first and second grades, Men's Handicap Doubles, Ladies' Handicap Singles, and two combined Yankee Handicap Doubles. Through the death of Mr W. P. James we have lost an esteemed member, one who was keenly interested in the affairs of the club, and we sincerely regret his death. Your committee have already expressed the club's deepest sympathy with Mrs James in her great loss. xyxy=(432,786,560,1327)
dateline: MELBOURNE, August 9. xyxy=(450,567,542,578)
dateline: SYDNEY, August 9. xyxy=(734,313,806,324)
paragraph: The wisdom of afforestation is being (and has been for several years past) strikingly demonstrated at the Christchurch Domain. When this large area was first laid out tree-planting occupied a large place in the policy that was followed. In the process of time it was found necessary to thin out the trees with an increasingly heavy hand, and this sale of timber has come to be a considerable item of revenue to the Domain Board. This year, owing to a drastic cleaning up of all parts of the parks and gardens, an exceptionally large amount of timber is available for sale. It commands a ready market, and shows a substantial margin of profit over the cost of labour for felling and splitting. xyxy=(14,978,149,1180)
credit-line: By Telegraph—Special to the Age. WELLINGTON, August 9. xyxy=(719,1139,821,1158)
article-body: Jeffries, the prize-fighter, has sailed for Europe. He will take the waters at Carlsbad, and then go into strict training. He hopes to fight Johnson about 1st May, 1910. Received August 9, 10.55 p.m. LONDON, August 9. Several Clubs have made offers to secure the Johnson-Jeffries fight. One Club has offered a purse of £10,000. xyxy=(843,868,971,975)
credit-line: By Telegraph—Press Association. CHRISTCHURCH, August 9. xyxy=(582,1165,684,1184)
dateline: LONDON, August 8. xyxy=(596,465,670,476)
verse-line: While his herd contentedly feeds. xyxy=(303,1773,415,1783)
divider xyxy=(470,1331,521,1332)
divider xyxy=(881,1113,932,1114)
divider xyxy=(881,543,932,544)
credit-line: By Telegraph—Press Association. NAPIER, August 9. xyxy=(988,952,1090,971)
advertisement: The name of AYERS, Wellington, is synonymous with perfection in the art of Millinery. Ladies write for a selection on approval, signs by every mail from the leading London and Paris houses. xyxy=(843,1514,971,1564)
subheadline: TO BE MADE FIELD MARSHAL. xyxy=(865,82,949,103)
paragraph: A lecture on English Cathedrals will be given by the Rev. V. H. Kitcat, in S. Matthew's schoolroom to-night, a 8 o'clock. The lecture will be illustrated by lantern views. xyxy=(14,42,149,95)
advertisement: For Chronic Chest Complaints, Woods' Great Peppermint Cure, 1/6 and 2/6. xyxy=(980,1721,1098,1754)
divider xyxy=(607,555,658,556)
dateline: CALCUTTA, August 8. xyxy=(591,288,675,299)
subheadline: THIRTY-TWO AGITATORS SENTENCED. xyxy=(579,253,687,275)
headline: LATE SPORTING. xyxy=(583,1114,683,1127)
headline: AUCKLAND EXPRESS DELAYED. xyxy=(981,220,1097,246)
subheadline: MYSTERIOUS LIGHTS. xyxy=(311,65,407,75)
divider xyxy=(744,569,795,570)
divider xyxy=(333,1461,384,1462)
divider xyxy=(470,188,521,189)
subheadline: AN UNEXPECTED DEFICIT. xyxy=(849,998,965,1009)
divider xyxy=(881,979,932,980)
dateline: LONDON, August 8. xyxy=(596,587,670,598)
paragraph: It is expected that the Taratahi Dairy Factory will commence operations about the last week in August, writes our Carterton correspondent. xyxy=(158,42,286,95)
credit-line: By Telegraph—Press Association. AUCKLAND, August 9. xyxy=(988,706,1090,725)
